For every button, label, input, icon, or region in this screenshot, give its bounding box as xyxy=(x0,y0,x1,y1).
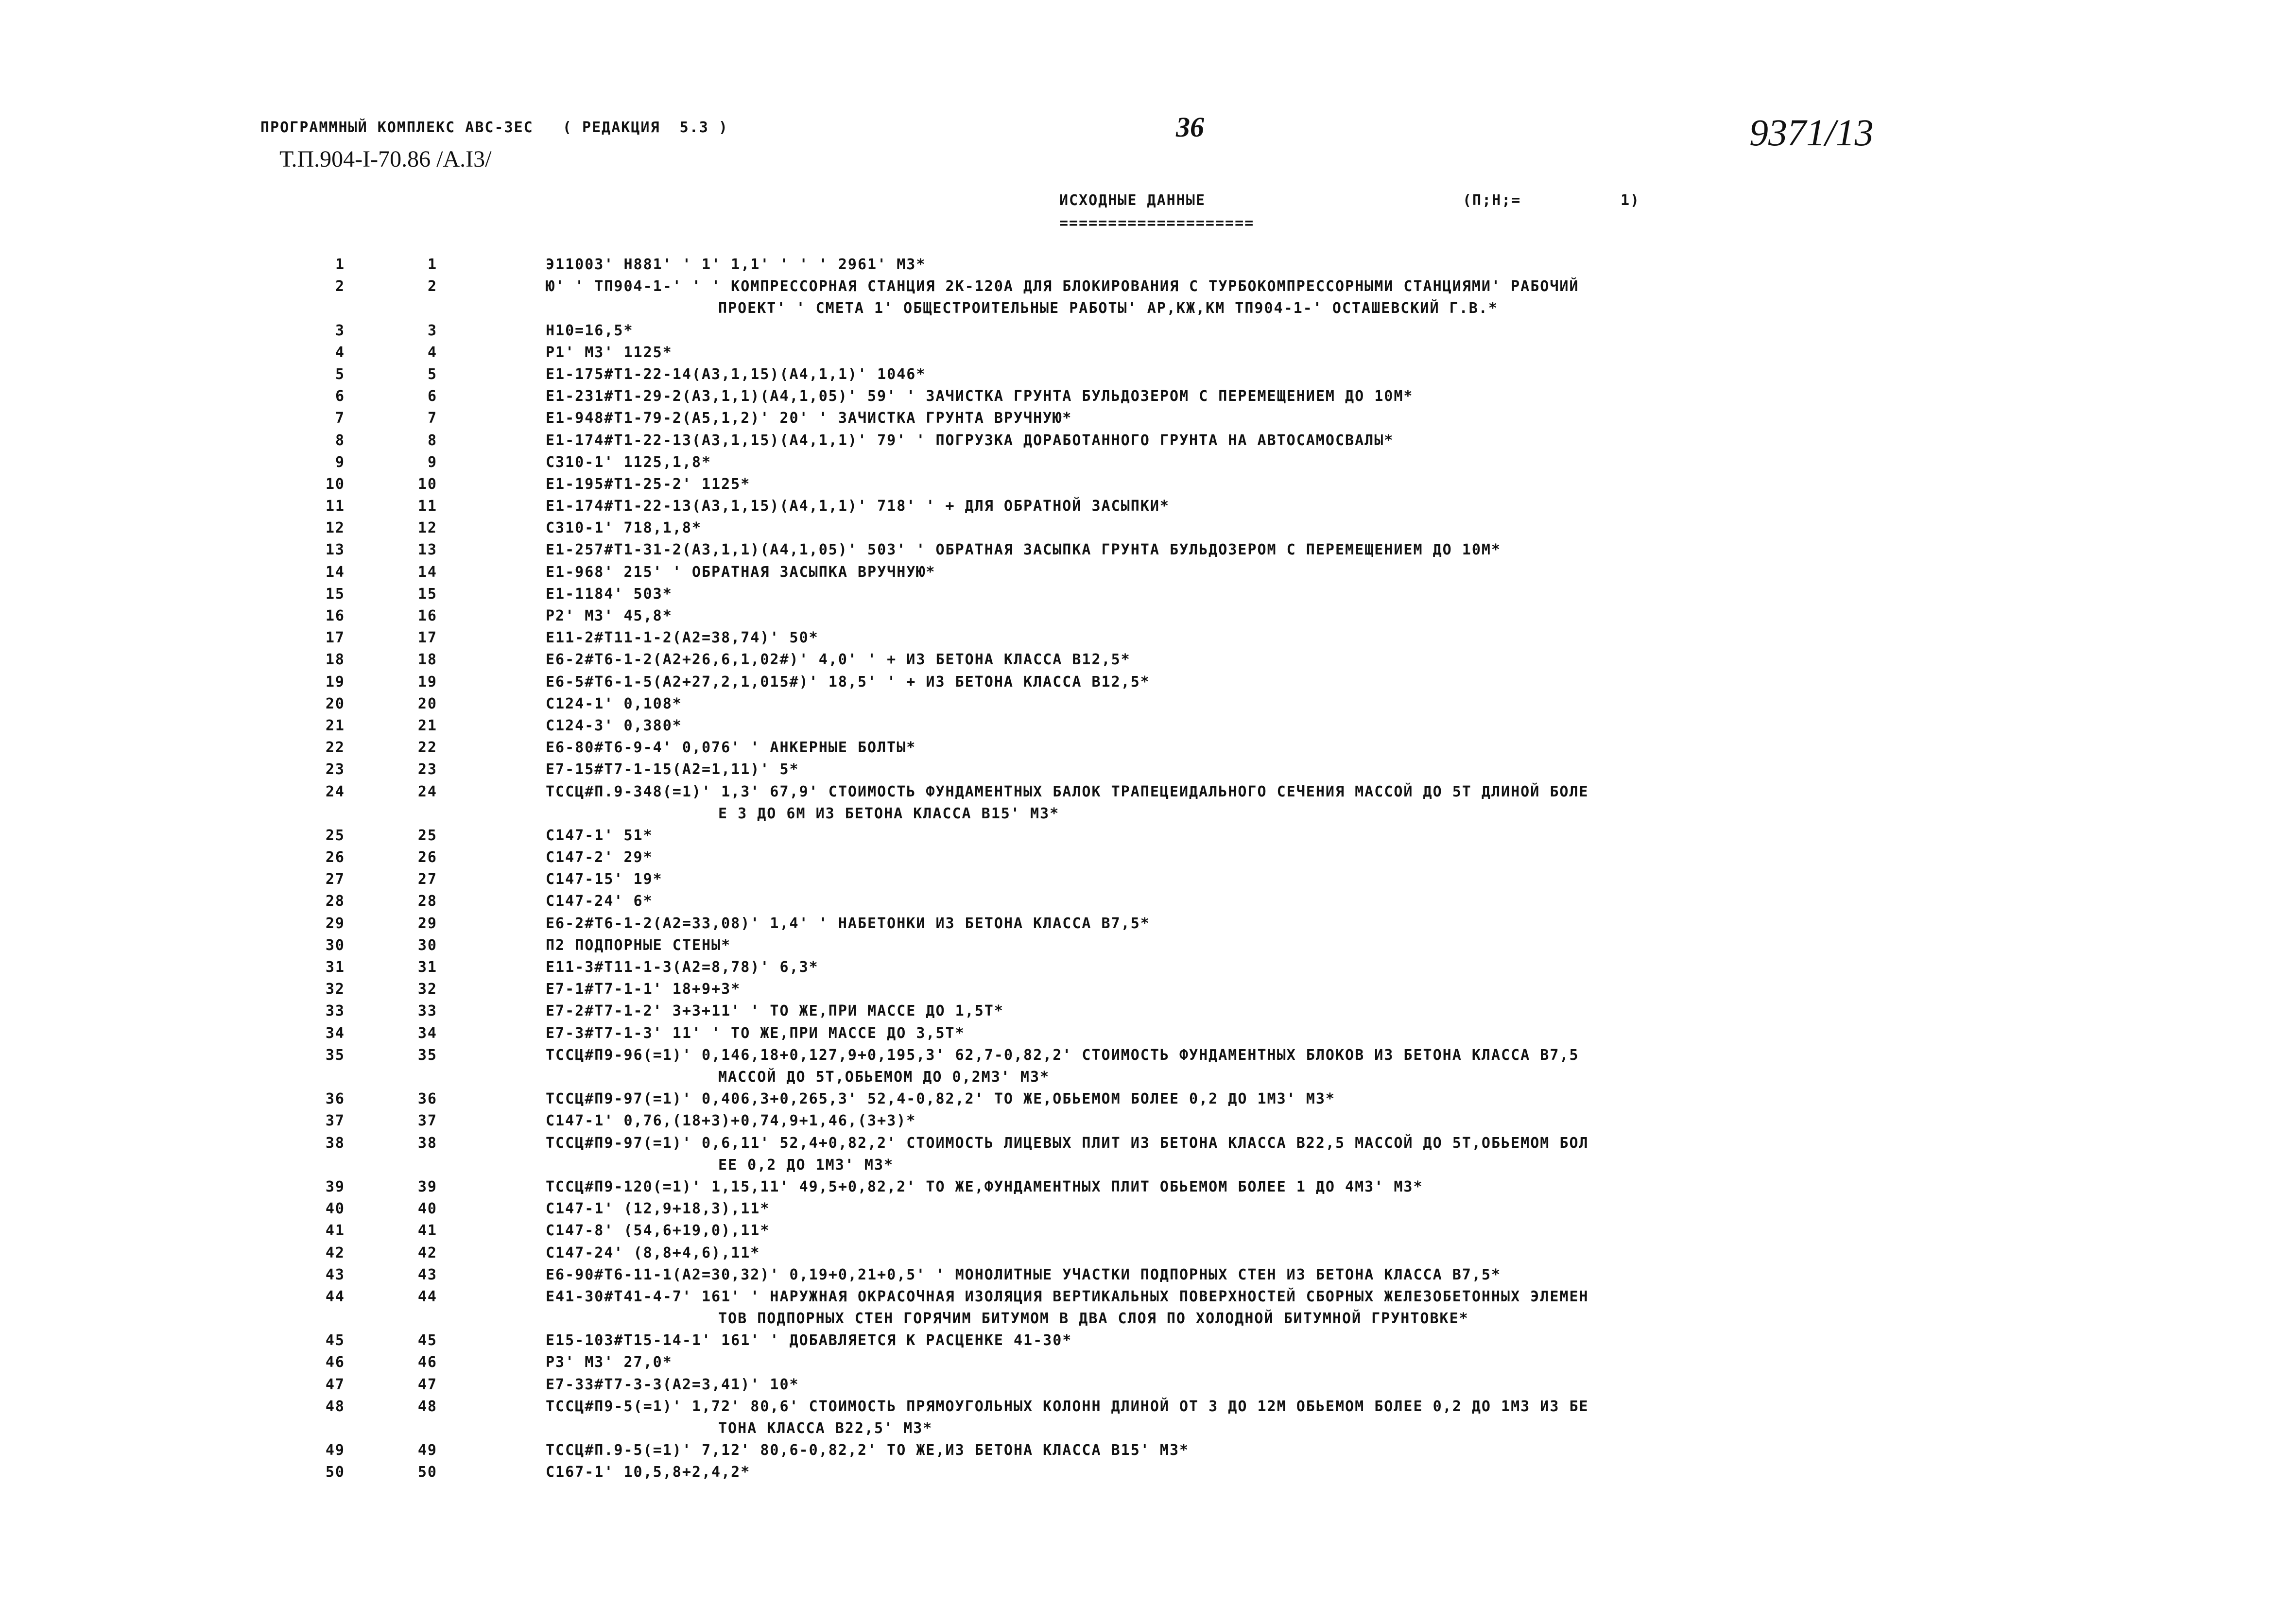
row-index: 8 xyxy=(427,432,437,449)
row-number: 24 xyxy=(325,783,345,800)
row-number: 21 xyxy=(325,717,345,734)
row-text-line: Е6-80#Т6-9-4' 0,076' ' АНКЕРНЫЕ БОЛТЫ* xyxy=(546,739,916,757)
row-number: 2 xyxy=(335,278,345,295)
row-text-line: Ю' ' ТП904-1-' ' ' КОМПРЕССОРНАЯ СТАНЦИЯ 2К-120А ДЛЯ БЛОКИРОВАНИЯ С ТУРБОКОМПРЕССОРНЫМИ СТАНЦИЯМИ' РАБОЧИЙ xyxy=(546,278,1579,295)
row-text xyxy=(546,1264,2003,1286)
row-index: 28 xyxy=(417,893,437,910)
row-index: 17 xyxy=(417,629,437,647)
row-text xyxy=(546,407,2003,429)
row-text xyxy=(546,539,2003,561)
row-text xyxy=(546,451,2003,473)
row-text-line: Е11-3#Т11-1-3(А2=8,78)' 6,3* xyxy=(546,959,819,976)
row-index: 12 xyxy=(417,519,437,537)
list-item xyxy=(0,934,2296,956)
list-item xyxy=(0,693,2296,715)
row-text-line: С147-1' 0,76,(18+3)+0,74,9+1,46,(3+3)* xyxy=(546,1112,916,1130)
row-number: 49 xyxy=(325,1442,345,1459)
row-text-line: С124-3' 0,380* xyxy=(546,717,682,734)
row-number: 16 xyxy=(325,607,345,625)
row-number: 4 xyxy=(335,344,345,361)
row-text xyxy=(546,473,2003,495)
document-number: 9371/13 xyxy=(1749,111,1874,154)
row-text-line: ТССЦ#П9-97(=1)' 0,6,11' 52,4+0,82,2' СТОИМОСТЬ ЛИЦЕВЫХ ПЛИТ ИЗ БЕТОНА КЛАССА В22,5 МАССОЙ ДО 5Т,ОБЬЕМОМ БОЛ xyxy=(546,1134,1589,1152)
list-item xyxy=(0,1242,2296,1264)
row-text xyxy=(546,1220,2003,1242)
row-index: 48 xyxy=(417,1398,437,1415)
row-text xyxy=(546,1351,2003,1373)
row-number: 30 xyxy=(325,936,345,954)
row-number: 28 xyxy=(325,893,345,910)
row-text-line: ТССЦ#П9-5(=1)' 1,72' 80,6' СТОИМОСТЬ ПРЯМОУГОЛЬНЫХ КОЛОНН ДЛИНОЙ ОТ 3 ДО 12М ОБЬЕМОМ БОЛЕЕ 0,2 ДО 1М3 ИЗ БЕ xyxy=(546,1398,1589,1415)
list-item xyxy=(0,1000,2296,1022)
list-item xyxy=(0,781,2296,825)
list-item xyxy=(0,1044,2296,1088)
row-text xyxy=(546,825,2003,847)
list-item xyxy=(0,1374,2296,1396)
row-index: 14 xyxy=(417,563,437,581)
row-text-line: Е7-3#Т7-1-3' 11' ' ТО ЖЕ,ПРИ МАССЕ ДО 3,5Т* xyxy=(546,1024,965,1042)
row-index: 44 xyxy=(417,1288,437,1305)
list-item xyxy=(0,561,2296,583)
row-text-line: Е1-257#Т1-31-2(А3,1,1)(А4,1,05)' 503' ' ОБРАТНАЯ ЗАСЫПКА ГРУНТА БУЛЬДОЗЕРОМ С ПЕРЕМЕЩЕНИЕМ ДО 10М* xyxy=(546,541,1502,559)
list-item xyxy=(0,254,2296,276)
list-item xyxy=(0,583,2296,605)
row-text xyxy=(546,934,2003,956)
row-number: 27 xyxy=(325,871,345,888)
section-title: ИСХОДНЫЕ ДАННЫЕ xyxy=(1059,192,1206,209)
list-item xyxy=(0,1286,2296,1330)
list-item xyxy=(0,517,2296,539)
row-text xyxy=(546,671,2003,693)
row-text-continuation: ПРОЕКТ' ' СМЕТА 1' ОБЩЕСТРОИТЕЛЬНЫЕ РАБОТЫ' АР,КЖ,КМ ТП904-1-' ОСТАШЕВСКИЙ Г.В.* xyxy=(718,300,1498,317)
row-text xyxy=(546,605,2003,627)
row-index: 41 xyxy=(417,1222,437,1240)
row-text-line: Е7-2#Т7-1-2' 3+3+11' ' ТО ЖЕ,ПРИ МАССЕ ДО 1,5Т* xyxy=(546,1002,1004,1020)
row-index: 4 xyxy=(427,344,437,361)
list-item xyxy=(0,1439,2296,1461)
row-index: 2 xyxy=(427,278,437,295)
row-index: 45 xyxy=(417,1332,437,1349)
row-text-line: Е11-2#Т11-1-2(А2=38,74)' 50* xyxy=(546,629,819,647)
row-number: 8 xyxy=(335,432,345,449)
row-number: 45 xyxy=(325,1332,345,1349)
row-number: 25 xyxy=(325,827,345,844)
row-number: 37 xyxy=(325,1112,345,1130)
list-item xyxy=(0,1088,2296,1110)
row-number: 1 xyxy=(335,256,345,273)
row-text xyxy=(546,1176,2003,1198)
row-text-line: Е1-1184' 503* xyxy=(546,585,673,603)
row-number: 39 xyxy=(325,1178,345,1195)
row-number: 31 xyxy=(325,959,345,976)
row-index: 40 xyxy=(417,1200,437,1218)
row-index: 19 xyxy=(417,673,437,691)
row-index: 47 xyxy=(417,1376,437,1393)
row-number: 22 xyxy=(325,739,345,757)
row-text-line: С310-1' 718,1,8* xyxy=(546,519,702,537)
list-item xyxy=(0,1351,2296,1373)
list-item xyxy=(0,1264,2296,1286)
row-text-continuation: ЕЕ 0,2 ДО 1М3' М3* xyxy=(718,1156,894,1174)
row-text xyxy=(546,1242,2003,1264)
row-text xyxy=(546,649,2003,671)
list-item xyxy=(0,847,2296,868)
list-item xyxy=(0,1198,2296,1220)
row-text xyxy=(546,913,2003,934)
row-number: 23 xyxy=(325,761,345,778)
list-item xyxy=(0,1396,2296,1439)
row-index: 9 xyxy=(427,453,437,471)
list-item xyxy=(0,473,2296,495)
row-text-line: Е6-2#Т6-1-2(А2=33,08)' 1,4' ' НАБЕТОНКИ ИЗ БЕТОНА КЛАССА В7,5* xyxy=(546,915,1150,932)
data-listing xyxy=(0,254,2296,1484)
page-number: 36 xyxy=(1176,111,1204,143)
row-number: 9 xyxy=(335,453,345,471)
row-text-line: С147-1' 51* xyxy=(546,827,653,844)
row-number: 35 xyxy=(325,1046,345,1064)
row-text xyxy=(546,276,2003,319)
row-text-line: П2 ПОДПОРНЫЕ СТЕНЫ* xyxy=(546,936,731,954)
list-item xyxy=(0,913,2296,934)
row-index: 25 xyxy=(417,827,437,844)
row-number: 36 xyxy=(325,1090,345,1108)
row-text xyxy=(546,693,2003,715)
row-text-line: Е1-948#Т1-79-2(А5,1,2)' 20' ' ЗАЧИСТКА ГРУНТА ВРУЧНУЮ* xyxy=(546,410,1072,427)
row-text xyxy=(546,868,2003,890)
row-number: 6 xyxy=(335,388,345,405)
row-index: 29 xyxy=(417,915,437,932)
list-item xyxy=(0,1461,2296,1483)
row-number: 42 xyxy=(325,1244,345,1261)
row-text xyxy=(546,1374,2003,1396)
row-number: 19 xyxy=(325,673,345,691)
row-number: 48 xyxy=(325,1398,345,1415)
row-number: 12 xyxy=(325,519,345,537)
row-text xyxy=(546,1110,2003,1132)
row-text xyxy=(546,1439,2003,1461)
row-index: 27 xyxy=(417,871,437,888)
row-text-line: Р3' М3' 27,0* xyxy=(546,1354,673,1371)
row-text-line: С147-2' 29* xyxy=(546,849,653,866)
row-index: 39 xyxy=(417,1178,437,1195)
row-number: 14 xyxy=(325,563,345,581)
row-index: 23 xyxy=(417,761,437,778)
row-text-line: Е1-968' 215' ' ОБРАТНАЯ ЗАСЫПКА ВРУЧНУЮ* xyxy=(546,563,936,581)
row-text-line: ТССЦ#П.9-5(=1)' 7,12' 80,6-0,82,2' ТО ЖЕ,ИЗ БЕТОНА КЛАССА В15' М3* xyxy=(546,1442,1190,1459)
row-number: 44 xyxy=(325,1288,345,1305)
list-item xyxy=(0,627,2296,649)
row-text xyxy=(546,627,2003,649)
row-text-line: Э11003' Н881' ' 1' 1,1' ' ' ' 2961' М3* xyxy=(546,256,926,273)
row-text-line: С147-15' 19* xyxy=(546,871,663,888)
row-text-line: Е1-174#Т1-22-13(А3,1,15)(А4,1,1)' 718' ' + ДЛЯ ОБРАТНОЙ ЗАСЫПКИ* xyxy=(546,498,1170,515)
row-number: 34 xyxy=(325,1024,345,1042)
row-number: 50 xyxy=(325,1464,345,1481)
list-item xyxy=(0,495,2296,517)
row-text xyxy=(546,1088,2003,1110)
row-index: 7 xyxy=(427,410,437,427)
row-number: 29 xyxy=(325,915,345,932)
list-item xyxy=(0,1022,2296,1044)
row-index: 35 xyxy=(417,1046,437,1064)
row-number: 17 xyxy=(325,629,345,647)
row-index: 42 xyxy=(417,1244,437,1261)
row-text xyxy=(546,1132,2003,1176)
row-text xyxy=(546,561,2003,583)
row-number: 13 xyxy=(325,541,345,559)
row-index: 30 xyxy=(417,936,437,954)
row-text-line: Е7-15#Т7-1-15(А2=1,11)' 5* xyxy=(546,761,799,778)
row-text-continuation: ТОВ ПОДПОРНЫХ СТЕН ГОРЯЧИМ БИТУМОМ В ДВА СЛОЯ ПО ХОЛОДНОЙ БИТУМНОЙ ГРУНТОВКЕ* xyxy=(718,1310,1469,1327)
row-index: 6 xyxy=(427,388,437,405)
row-index: 3 xyxy=(427,322,437,339)
row-text-line: ТССЦ#П9-96(=1)' 0,146,18+0,127,9+0,195,3' 62,7-0,82,2' СТОИМОСТЬ ФУНДАМЕНТНЫХ БЛОКОВ ИЗ БЕТОНА КЛАССА В7,5 xyxy=(546,1046,1579,1064)
row-number: 33 xyxy=(325,1002,345,1020)
row-text-line: С167-1' 10,5,8+2,4,2* xyxy=(546,1464,751,1481)
row-index: 10 xyxy=(417,475,437,493)
row-index: 34 xyxy=(417,1024,437,1042)
row-text-line: ТССЦ#П9-120(=1)' 1,15,11' 49,5+0,82,2' ТО ЖЕ,ФУНДАМЕНТНЫХ ПЛИТ ОБЬЕМОМ БОЛЕЕ 1 ДО 4М3' М3* xyxy=(546,1178,1423,1195)
list-item xyxy=(0,1330,2296,1351)
list-item xyxy=(0,539,2296,561)
section-param-value: 1) xyxy=(1621,192,1640,209)
row-index: 5 xyxy=(427,365,437,383)
row-index: 43 xyxy=(417,1266,437,1283)
row-text-line: Н10=16,5* xyxy=(546,322,634,339)
row-text xyxy=(546,254,2003,276)
list-item xyxy=(0,1110,2296,1132)
row-number: 15 xyxy=(325,585,345,603)
row-text-continuation: Е 3 ДО 6М ИЗ БЕТОНА КЛАССА В15' М3* xyxy=(718,805,1060,822)
row-text-continuation: ТОНА КЛАССА В22,5' М3* xyxy=(718,1419,933,1437)
list-item xyxy=(0,451,2296,473)
row-index: 11 xyxy=(417,498,437,515)
row-text xyxy=(546,1044,2003,1088)
row-number: 41 xyxy=(325,1222,345,1240)
row-text xyxy=(546,342,2003,363)
row-text-line: С147-24' 6* xyxy=(546,893,653,910)
row-text xyxy=(546,430,2003,451)
row-text xyxy=(546,956,2003,978)
program-header: ПРОГРАММНЫЙ КОМПЛЕКС АВС-3ЕС ( РЕДАКЦИЯ 5.3 ) xyxy=(260,119,728,136)
row-text-line: Е41-30#Т41-4-7' 161' ' НАРУЖНАЯ ОКРАСОЧНАЯ ИЗОЛЯЦИЯ ВЕРТИКАЛЬНЫХ ПОВЕРХНОСТЕЙ СБОРНЫХ ЖЕЛЕЗОБЕТОННЫХ ЭЛЕМЕН xyxy=(546,1288,1589,1305)
row-text-line: ТССЦ#П9-97(=1)' 0,406,3+0,265,3' 52,4-0,82,2' ТО ЖЕ,ОБЬЕМОМ БОЛЕЕ 0,2 ДО 1М3' М3* xyxy=(546,1090,1335,1108)
row-text-line: ТССЦ#П.9-348(=1)' 1,3' 67,9' СТОИМОСТЬ ФУНДАМЕНТНЫХ БАЛОК ТРАПЕЦЕИДАЛЬНОГО СЕЧЕНИЯ МАССОЙ ДО 5Т ДЛИНОЙ БОЛЕ xyxy=(546,783,1589,800)
row-text-line: С147-24' (8,8+4,6),11* xyxy=(546,1244,760,1261)
row-text xyxy=(546,978,2003,1000)
list-item xyxy=(0,1176,2296,1198)
row-index: 49 xyxy=(417,1442,437,1459)
row-index: 15 xyxy=(417,585,437,603)
list-item xyxy=(0,737,2296,759)
row-number: 11 xyxy=(325,498,345,515)
row-text xyxy=(546,1461,2003,1483)
row-text xyxy=(546,847,2003,868)
row-number: 10 xyxy=(325,475,345,493)
row-text xyxy=(546,737,2003,759)
list-item xyxy=(0,342,2296,363)
row-index: 18 xyxy=(417,651,437,669)
row-index: 22 xyxy=(417,739,437,757)
row-number: 40 xyxy=(325,1200,345,1218)
list-item xyxy=(0,1220,2296,1242)
row-index: 50 xyxy=(417,1464,437,1481)
row-index: 46 xyxy=(417,1354,437,1371)
list-item xyxy=(0,671,2296,693)
row-text-line: Е15-103#Т15-14-1' 161' ' ДОБАВЛЯЕТСЯ К РАСЦЕНКЕ 41-30* xyxy=(546,1332,1072,1349)
section-underline: ==================== xyxy=(1059,215,1255,232)
row-index: 26 xyxy=(417,849,437,866)
document-code: Т.П.904-I-70.86 /А.I3/ xyxy=(279,146,492,172)
row-index: 31 xyxy=(417,959,437,976)
row-number: 3 xyxy=(335,322,345,339)
row-index: 37 xyxy=(417,1112,437,1130)
row-text xyxy=(546,781,2003,825)
row-text-line: Е7-1#Т7-1-1' 18+9+3* xyxy=(546,981,741,998)
list-item xyxy=(0,649,2296,671)
row-text-line: С124-1' 0,108* xyxy=(546,695,682,712)
row-text xyxy=(546,715,2003,737)
row-text-line: Е6-5#Т6-1-5(А2+27,2,1,015#)' 18,5' ' + ИЗ БЕТОНА КЛАССА В12,5* xyxy=(546,673,1150,691)
list-item xyxy=(0,890,2296,912)
list-item xyxy=(0,759,2296,780)
row-text xyxy=(546,363,2003,385)
row-index: 16 xyxy=(417,607,437,625)
row-text-line: С147-1' (12,9+18,3),11* xyxy=(546,1200,770,1218)
row-text-continuation: МАССОЙ ДО 5Т,ОБЬЕМОМ ДО 0,2М3' М3* xyxy=(718,1068,1050,1086)
list-item xyxy=(0,385,2296,407)
row-number: 7 xyxy=(335,410,345,427)
row-text-line: Е1-174#Т1-22-13(А3,1,15)(А4,1,1)' 79' ' ПОГРУЗКА ДОРАБОТАННОГО ГРУНТА НА АВТОСАМОСВАЛЫ* xyxy=(546,432,1394,449)
list-item xyxy=(0,1132,2296,1176)
list-item xyxy=(0,320,2296,342)
row-text xyxy=(546,1000,2003,1022)
list-item xyxy=(0,430,2296,451)
list-item xyxy=(0,276,2296,319)
row-number: 26 xyxy=(325,849,345,866)
row-index: 36 xyxy=(417,1090,437,1108)
list-item xyxy=(0,407,2296,429)
row-index: 1 xyxy=(427,256,437,273)
row-text xyxy=(546,1022,2003,1044)
row-number: 47 xyxy=(325,1376,345,1393)
row-text-line: Е6-90#Т6-11-1(А2=30,32)' 0,19+0,21+0,5' ' МОНОЛИТНЫЕ УЧАСТКИ ПОДПОРНЫХ СТЕН ИЗ БЕТОНА КЛАССА В7,5* xyxy=(546,1266,1502,1283)
row-text xyxy=(546,320,2003,342)
row-text xyxy=(546,583,2003,605)
row-text-line: Р2' М3' 45,8* xyxy=(546,607,673,625)
list-item xyxy=(0,715,2296,737)
row-number: 18 xyxy=(325,651,345,669)
row-text xyxy=(546,1198,2003,1220)
list-item xyxy=(0,825,2296,847)
row-index: 33 xyxy=(417,1002,437,1020)
row-text-line: Е1-175#Т1-22-14(А3,1,15)(А4,1,1)' 1046* xyxy=(546,365,926,383)
row-text xyxy=(546,890,2003,912)
row-index: 38 xyxy=(417,1134,437,1152)
row-text xyxy=(546,1286,2003,1330)
row-text-line: Е1-195#Т1-25-2' 1125* xyxy=(546,475,751,493)
list-item xyxy=(0,956,2296,978)
row-text xyxy=(546,495,2003,517)
row-number: 46 xyxy=(325,1354,345,1371)
row-index: 13 xyxy=(417,541,437,559)
list-item xyxy=(0,868,2296,890)
row-index: 24 xyxy=(417,783,437,800)
row-index: 20 xyxy=(417,695,437,712)
row-text-line: Е1-231#Т1-29-2(А3,1,1)(А4,1,05)' 59' ' ЗАЧИСТКА ГРУНТА БУЛЬДОЗЕРОМ С ПЕРЕМЕЩЕНИЕМ ДО 10М* xyxy=(546,388,1414,405)
row-text-line: Р1' М3' 1125* xyxy=(546,344,673,361)
row-text xyxy=(546,517,2003,539)
list-item xyxy=(0,363,2296,385)
row-index: 21 xyxy=(417,717,437,734)
row-text xyxy=(546,385,2003,407)
row-number: 20 xyxy=(325,695,345,712)
row-number: 38 xyxy=(325,1134,345,1152)
row-text-line: Е7-33#Т7-3-3(А2=3,41)' 10* xyxy=(546,1376,799,1393)
row-text xyxy=(546,759,2003,780)
row-text-line: С310-1' 1125,1,8* xyxy=(546,453,712,471)
row-number: 5 xyxy=(335,365,345,383)
row-text xyxy=(546,1330,2003,1351)
row-index: 32 xyxy=(417,981,437,998)
row-text-line: С147-8' (54,6+19,0),11* xyxy=(546,1222,770,1240)
list-item xyxy=(0,978,2296,1000)
row-number: 32 xyxy=(325,981,345,998)
section-param-label: (П;Н;= xyxy=(1463,192,1521,209)
list-item xyxy=(0,605,2296,627)
row-text-line: Е6-2#Т6-1-2(А2+26,6,1,02#)' 4,0' ' + ИЗ БЕТОНА КЛАССА В12,5* xyxy=(546,651,1131,669)
row-text xyxy=(546,1396,2003,1439)
row-number: 43 xyxy=(325,1266,345,1283)
